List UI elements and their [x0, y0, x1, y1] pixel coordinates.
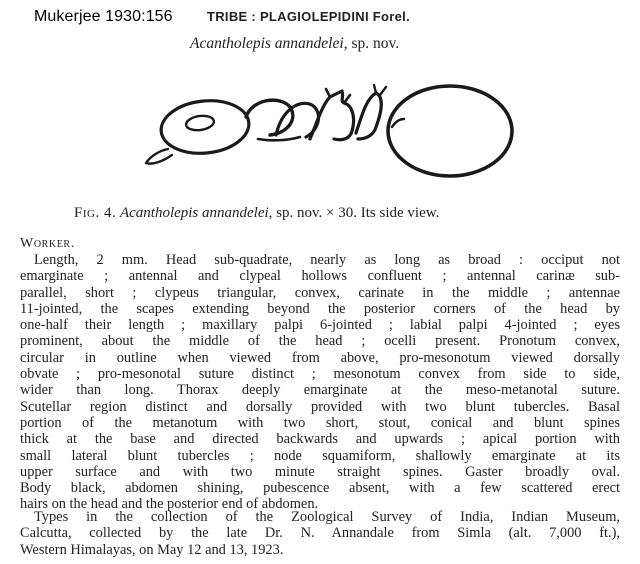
types-line: Types in the collection of the Zoological Survey of India, Indian Museum,	[34, 509, 620, 525]
ant-side-view-illustration	[130, 75, 540, 200]
description-line: parallel, short ; clypeus triangular, convex, carinate in the middle ; antennae	[20, 284, 620, 301]
description-line: hairs on the head and the posterior end of abdomen.	[20, 496, 319, 513]
types-line: Calcutta, collected by the late Dr. N. Annandale from Simla (alt. 7,000 ft.),	[20, 525, 620, 542]
tribe-heading: TRIBE : PLAGIOLEPIDINI Forel.	[207, 9, 410, 24]
section-heading-worker: Worker.	[20, 236, 75, 251]
figure-species-name: Acantholepis annandelei	[119, 205, 269, 221]
species-title	[190, 35, 399, 53]
ant-eye	[185, 114, 215, 132]
description-line: prominent, about the middle of the head ; ocelli present. Pronotum convex,	[20, 333, 620, 350]
description-line: emarginate ; antennal and clypeal hollows confluent ; antennal carinæ sub-	[20, 268, 620, 285]
description-line: Body black, abdomen shining, pubescence absent, with a few scattered erect	[20, 480, 620, 497]
types-line: Western Himalayas, on May 12 and 13, 1923.	[20, 541, 284, 558]
description-line: wider than long. Thorax deeply emarginate at the meso-metanotal suture.	[20, 382, 620, 399]
worker-description	[20, 252, 620, 513]
ant-mandible	[146, 149, 172, 164]
species-name: Acantholepis annandelei	[190, 35, 344, 52]
description-line: upper surface and with two minute straight spines. Gaster broadly oval.	[20, 463, 620, 480]
species-suffix: , sp. nov.	[343, 35, 400, 52]
ant-head	[159, 97, 252, 158]
figure-caption-rest: , sp. nov. × 30. Its side view.	[268, 205, 440, 221]
figure-label: Fig. 4.	[74, 205, 117, 221]
description-line: thick at the base and directed backwards and upwards ; apical portion with	[20, 431, 620, 448]
types-paragraph	[20, 509, 620, 558]
ant-petiole	[356, 93, 381, 139]
description-line: circular in outline when viewed from above, pro-mesonotum viewed dorsally	[20, 349, 620, 366]
ant-gaster	[388, 86, 512, 176]
description-line: one-half their length ; maxillary palpi 6-jointed ; labial palpi 4-jointed ; eyes	[20, 317, 620, 334]
description-line: Scutellar region distinct and dorsally provided with two blunt tubercles. Basal	[20, 398, 620, 415]
figure-caption	[74, 205, 439, 222]
description-line: 11-jointed, the scapes extending beyond the posterior corners of the head by	[20, 300, 620, 317]
description-line: small lateral blunt tubercles ; node squamiform, shallowly emarginate at its	[20, 447, 620, 464]
description-line: obvate ; pro-mesonotal suture distinct ; mesonotum convex from side to side,	[20, 366, 620, 383]
description-line: Length, 2 mm. Head sub-quadrate, nearly as long as broad : occiput not	[34, 252, 620, 268]
description-line: portion of the metanotum with two short, stout, conical and blunt spines	[20, 414, 620, 431]
source-citation: Mukerjee 1930:156	[34, 8, 173, 25]
ant-pronotum	[246, 100, 293, 135]
